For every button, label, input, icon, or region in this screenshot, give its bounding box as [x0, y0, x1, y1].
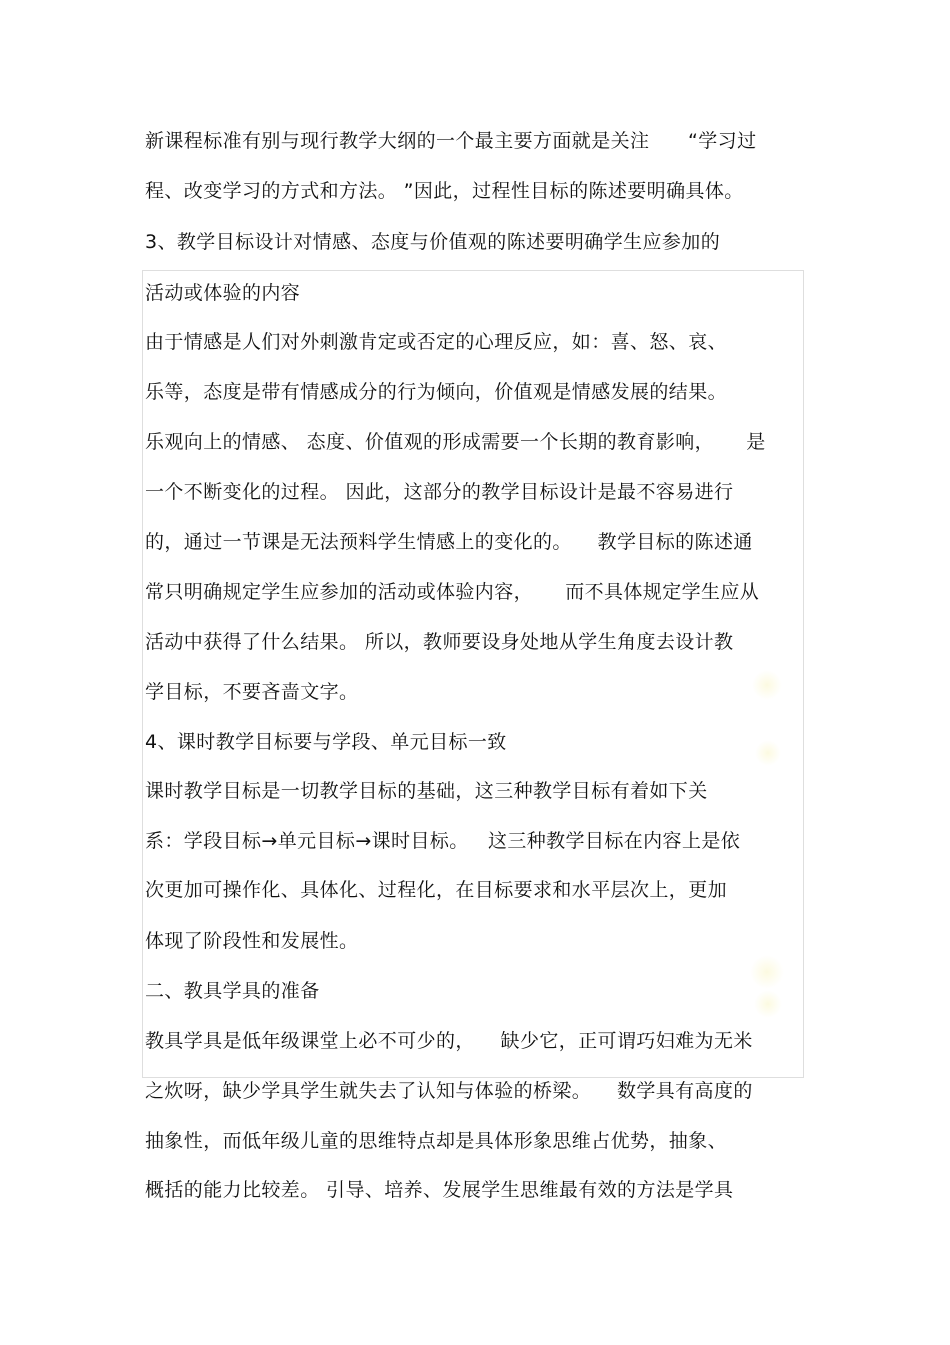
paper-stain — [755, 740, 781, 766]
text-line: 乐等，态度是带有情感成分的行为倾向，价值观是情感发展的结果。 — [145, 381, 728, 403]
paper-stain — [754, 990, 782, 1018]
text-line: 之炊呀，缺少学具学生就失去了认知与体验的桥梁。 数学具有高度的 — [145, 1080, 753, 1102]
text-line: 概括的能力比较差。 引导、培养、发展学生思维最有效的方法是学具 — [145, 1179, 734, 1201]
section-heading: 4、课时教学目标要与学段、单元目标一致 — [145, 731, 507, 753]
text-line: 乐观向上的情感、 态度、价值观的形成需要一个长期的教育影响， 是 — [145, 431, 766, 453]
section-heading: 二、教具学具的准备 — [145, 980, 320, 1002]
text-line: 系：学段目标→单元目标→课时目标。 这三种教学目标在内容上是依 — [145, 830, 741, 852]
text-line: 次更加可操作化、具体化、过程化，在目标要求和水平层次上，更加 — [145, 879, 728, 901]
text-line: 由于情感是人们对外刺激肯定或否定的心理反应，如：喜、怒、哀、 — [145, 331, 728, 353]
paper-stain — [750, 955, 784, 989]
text-line: 体现了阶段性和发展性。 — [145, 930, 359, 952]
text-line: 教具学具是低年级课堂上必不可少的， 缺少它，正可谓巧妇难为无米 — [145, 1030, 753, 1052]
text-line: 新课程标准有别与现行教学大纲的一个最主要方面就是关注 “学习过 — [145, 130, 757, 152]
text-line: 活动中获得了什么结果。 所以，教师要设身处地从学生角度去设计教 — [145, 631, 734, 653]
text-line: 抽象性，而低年级儿童的思维特点却是具体形象思维占优势，抽象、 — [145, 1130, 728, 1152]
paper-stain — [752, 670, 782, 700]
section-heading: 活动或体验的内容 — [145, 282, 301, 304]
text-line: 一个不断变化的过程。 因此，这部分的教学目标设计是最不容易进行 — [145, 481, 734, 503]
text-line: 课时教学目标是一切教学目标的基础，这三种教学目标有着如下关 — [145, 780, 708, 802]
section-heading: 3、教学目标设计对情感、态度与价值观的陈述要明确学生应参加的 — [145, 231, 721, 253]
text-line: 程、改变学习的方式和方法。 ”因此，过程性目标的陈述要明确具体。 — [145, 180, 744, 202]
text-line: 的，通过一节课是无法预料学生情感上的变化的。 教学目标的陈述通 — [145, 531, 753, 553]
text-line: 常只明确规定学生应参加的活动或体验内容， 而不具体规定学生应从 — [145, 581, 760, 603]
text-line: 学目标，不要吝啬文字。 — [145, 681, 359, 703]
